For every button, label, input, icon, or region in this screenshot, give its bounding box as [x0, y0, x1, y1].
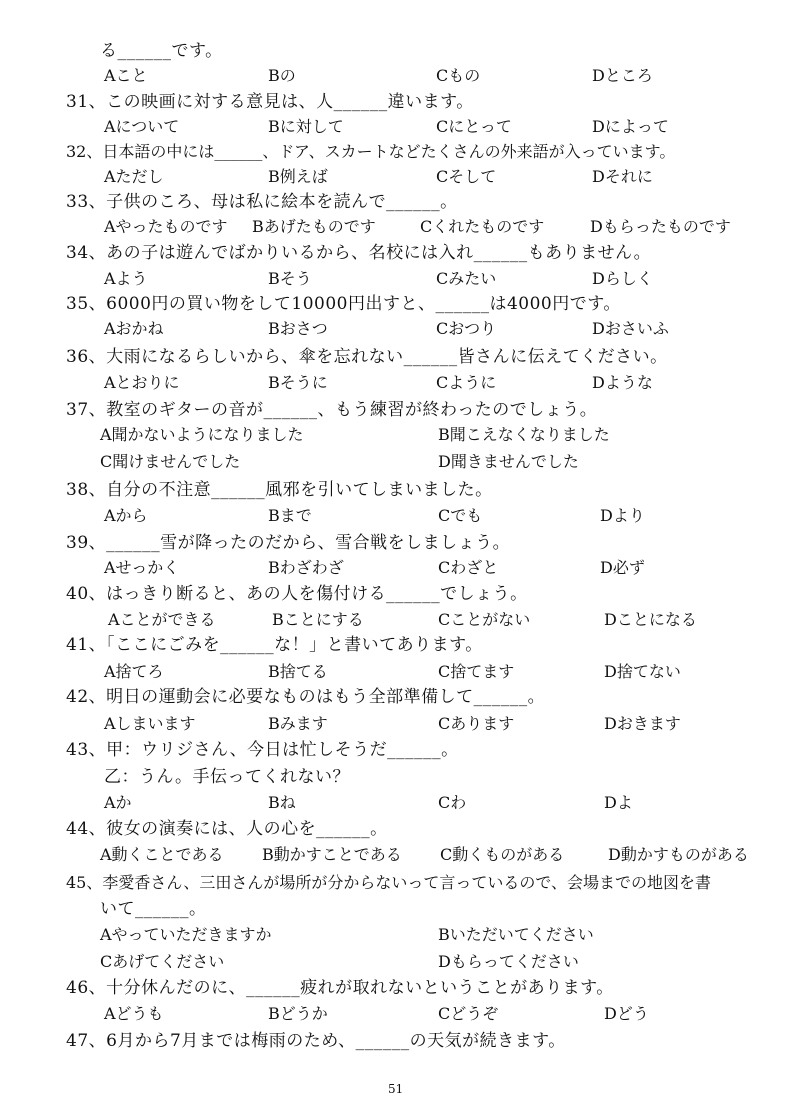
option-c: Cくれたものです: [420, 217, 545, 236]
question-stem: 40、はっきり断ると、あの人を傷付ける______でしょう。: [66, 584, 528, 604]
question-stem: 32、日本語の中には______、ドア、スカートなどたくさんの外来語が入っています。: [66, 142, 676, 161]
option-d: Dところ: [592, 66, 653, 85]
question-stem-line2: いて______。: [100, 899, 207, 919]
question-stem: 42、明日の運動会に必要なものはもう全部準備して______。: [66, 687, 546, 707]
option-b: Bいただいてください: [438, 925, 594, 944]
option-c: Cように: [436, 373, 497, 392]
option-c: Cにとって: [436, 117, 512, 136]
option-b: B動かすことである: [262, 845, 402, 864]
option-a: Aについて: [104, 117, 180, 136]
option-c: Cでも: [438, 506, 483, 525]
question-stem: 33、子供のころ、母は私に絵本を読んで______。: [66, 192, 458, 212]
option-a: Aとおりに: [104, 373, 180, 392]
option-b: Bことにする: [272, 610, 364, 629]
option-c: Cあります: [438, 714, 515, 733]
option-b: B捨てる: [268, 662, 328, 681]
option-a: Aから: [104, 506, 148, 525]
option-d: Dような: [592, 373, 653, 392]
question-stem: 37、教室のギターの音が______、もう練習が終わったのでしょう。: [66, 400, 598, 420]
question-stem: る______です。: [100, 41, 223, 61]
option-b: Bの: [268, 66, 296, 85]
option-a: Aどうも: [104, 1004, 164, 1023]
option-c: Cどうぞ: [438, 1004, 499, 1023]
question-stem: 46、十分休んだのに、______疲れが取れないということがあります。: [66, 978, 614, 998]
option-b: B例えば: [268, 167, 328, 186]
question-stem: 41、「ここにごみを______な！」と書いてあります。: [66, 635, 483, 655]
option-a: Aやったものです: [104, 217, 228, 236]
option-a: Aか: [104, 793, 132, 812]
question-stem-line2: 乙：うん。手伝ってくれない？: [104, 767, 351, 787]
option-b: Bそう: [268, 269, 312, 288]
option-a: Aせっかく: [104, 558, 180, 577]
option-c: Cそして: [436, 167, 497, 186]
option-b: Bあげたものです: [252, 217, 376, 236]
option-a: Aこと: [104, 66, 148, 85]
question-stem: 38、自分の不注意______風邪を引いてしまいました。: [66, 480, 493, 500]
option-c: Cことがない: [438, 610, 531, 629]
option-b: Bどうか: [268, 1004, 328, 1023]
option-d: D動かすものがある: [608, 845, 749, 864]
option-b: Bに対して: [268, 117, 344, 136]
option-a: Aよう: [104, 269, 148, 288]
question-stem: 34、あの子は遊んでばかりいるから、名校には入れ______もありません。: [66, 243, 652, 263]
option-c: C捨てます: [438, 662, 515, 681]
option-b: B聞こえなくなりました: [438, 425, 610, 444]
option-a: Aことができる: [108, 610, 216, 629]
option-b: Bおさつ: [268, 319, 328, 338]
page-number: 51: [388, 1082, 404, 1096]
option-a: Aただし: [104, 167, 164, 186]
option-c: Cあげてください: [100, 952, 225, 971]
option-c: Cおつり: [436, 319, 497, 338]
option-b: Bね: [268, 793, 296, 812]
question-stem: 31、この映画に対する意見は、人______違います。: [66, 92, 474, 112]
option-a: Aおかね: [104, 319, 164, 338]
option-d: Dもらってください: [438, 952, 579, 971]
option-c: C聞けませんでした: [100, 452, 241, 471]
option-c: Cわ: [438, 793, 467, 812]
option-d: D聞きませんでした: [438, 452, 579, 471]
question-stem: 35、6000円の買い物をして10000円出すと、______は4000円です。: [66, 294, 621, 314]
option-d: D捨てない: [604, 662, 681, 681]
option-d: Dそれに: [592, 167, 653, 186]
question-stem: 44、彼女の演奏には、人の心を______。: [66, 819, 388, 839]
option-c: Cみたい: [436, 269, 497, 288]
option-d: Dによって: [592, 117, 669, 136]
option-b: Bそうに: [268, 373, 328, 392]
option-c: C動くものがある: [440, 845, 565, 864]
option-d: Dもらったものです: [590, 217, 731, 236]
option-b: Bわざわざ: [268, 558, 344, 577]
option-d: Dらしく: [592, 269, 653, 288]
option-d: D必ず: [600, 558, 645, 577]
option-b: Bみます: [268, 714, 328, 733]
option-a: A動くことである: [100, 845, 224, 864]
question-stem: 47、6月から7月までは梅雨のため、______の天気が続きます。: [66, 1031, 566, 1051]
question-stem: 39、______雪が降ったのだから、雪合戦をしましょう。: [66, 533, 511, 553]
question-stem: 43、甲：ウリジさん、今日は忙しそうだ______。: [66, 740, 459, 760]
question-stem: 36、大雨になるらしいから、傘を忘れない______皆さんに伝えてください。: [66, 347, 668, 367]
option-d: Dことになる: [604, 610, 697, 629]
option-b: Bまで: [268, 506, 312, 525]
question-stem: 45、李愛香さん、三田さんが場所が分からないって言っているので、会場までの地図を書: [66, 873, 712, 892]
option-a: A捨てろ: [104, 662, 164, 681]
option-a: Aやっていただきますか: [100, 925, 272, 944]
option-d: Dどう: [604, 1004, 649, 1023]
option-d: Dおきます: [604, 714, 681, 733]
option-d: Dより: [600, 506, 645, 525]
option-d: Dよ: [604, 793, 633, 812]
option-a: Aしまいます: [104, 714, 196, 733]
option-c: Cもの: [436, 66, 481, 85]
option-d: Dおさいふ: [592, 319, 669, 338]
option-c: Cわざと: [438, 558, 499, 577]
option-a: A聞かないようになりました: [100, 425, 304, 444]
